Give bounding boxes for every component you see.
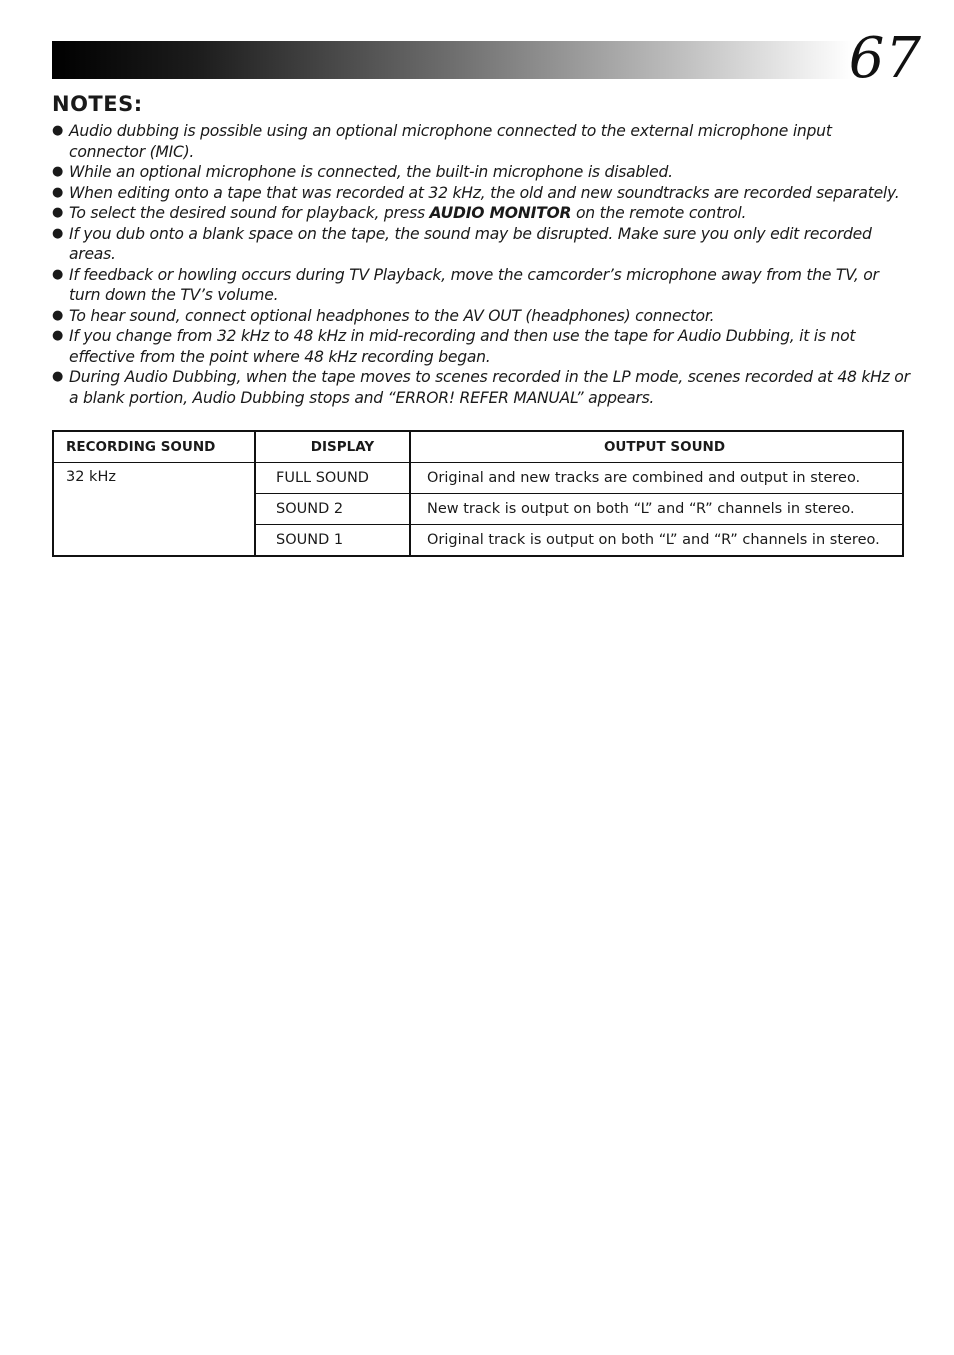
note-text-bold: AUDIO MONITOR [429, 204, 572, 222]
note-text: During Audio Dubbing, when the tape moves to scenes recorded in the LP mode, scenes recorded at 48 kHz or a blank portion, Audio Dubbing stops and “ERROR! REFER MANUAL” appears. [69, 368, 910, 407]
bullet-icon: ● [52, 164, 64, 179]
sound-output-table [52, 430, 904, 557]
bullet-icon: ● [52, 307, 64, 323]
table-row [53, 463, 903, 494]
bullet-icon: ● [52, 266, 64, 282]
display-cell: FULL SOUND [255, 463, 410, 494]
note-item [52, 162, 910, 183]
bullet-icon: ● [52, 369, 64, 384]
note-text: If you dub onto a blank space on the tape, the sound may be disrupted. Make sure you only edit recorded areas. [69, 224, 872, 263]
note-text: When editing onto a tape that was recorded at 32 kHz, the old and new soundtracks are recorded separately. [69, 183, 900, 202]
notes-list [52, 121, 910, 408]
output-cell: Original track is output on both “L” and “R” channels in stereo. [410, 525, 903, 557]
note-text: If feedback or howling occurs during TV Playback, move the camcorder’s microphone away from the TV, or turn down the TV’s volume. [69, 265, 879, 304]
note-item [52, 224, 910, 265]
note-item [52, 121, 910, 162]
recording-sound-cell: 32 kHz [53, 463, 255, 557]
output-cell: Original and new tracks are combined and output in stereo. [410, 463, 903, 494]
note-text: To hear sound, connect optional headphones to the AV OUT (headphones) connector. [69, 306, 715, 325]
note-text: To select the desired sound for playback, press [69, 204, 430, 222]
note-item [52, 203, 910, 224]
bullet-icon: ● [52, 225, 64, 241]
notes-title: NOTES: [52, 92, 143, 116]
bullet-icon: ● [52, 184, 64, 200]
display-cell: SOUND 1 [255, 525, 410, 557]
note-text: If you change from 32 kHz to 48 kHz in mid-recording and then use the tape for Audio Dubbing, it is not effective from the point where 48 kHz recording began. [69, 327, 856, 366]
note-item [52, 326, 910, 367]
note-text: Audio dubbing is possible using an optional microphone connected to the external microphone input connector (MIC). [69, 122, 832, 161]
note-item [52, 183, 910, 204]
page-number: 67 [848, 26, 922, 91]
header-output-sound: OUTPUT SOUND [410, 431, 903, 463]
note-text: on the remote control. [571, 204, 747, 222]
note-item [52, 265, 910, 306]
header-gradient-bar [52, 41, 852, 79]
table-header-row [53, 431, 903, 463]
note-item [52, 367, 910, 408]
bullet-icon: ● [52, 205, 64, 220]
output-cell: New track is output on both “L” and “R” channels in stereo. [410, 494, 903, 525]
header-recording-sound: RECORDING SOUND [53, 431, 255, 463]
note-item [52, 306, 910, 327]
note-text: While an optional microphone is connected, the built-in microphone is disabled. [69, 163, 673, 181]
display-cell: SOUND 2 [255, 494, 410, 525]
header-display: DISPLAY [255, 431, 410, 463]
bullet-icon: ● [52, 328, 64, 343]
bullet-icon: ● [52, 123, 64, 138]
